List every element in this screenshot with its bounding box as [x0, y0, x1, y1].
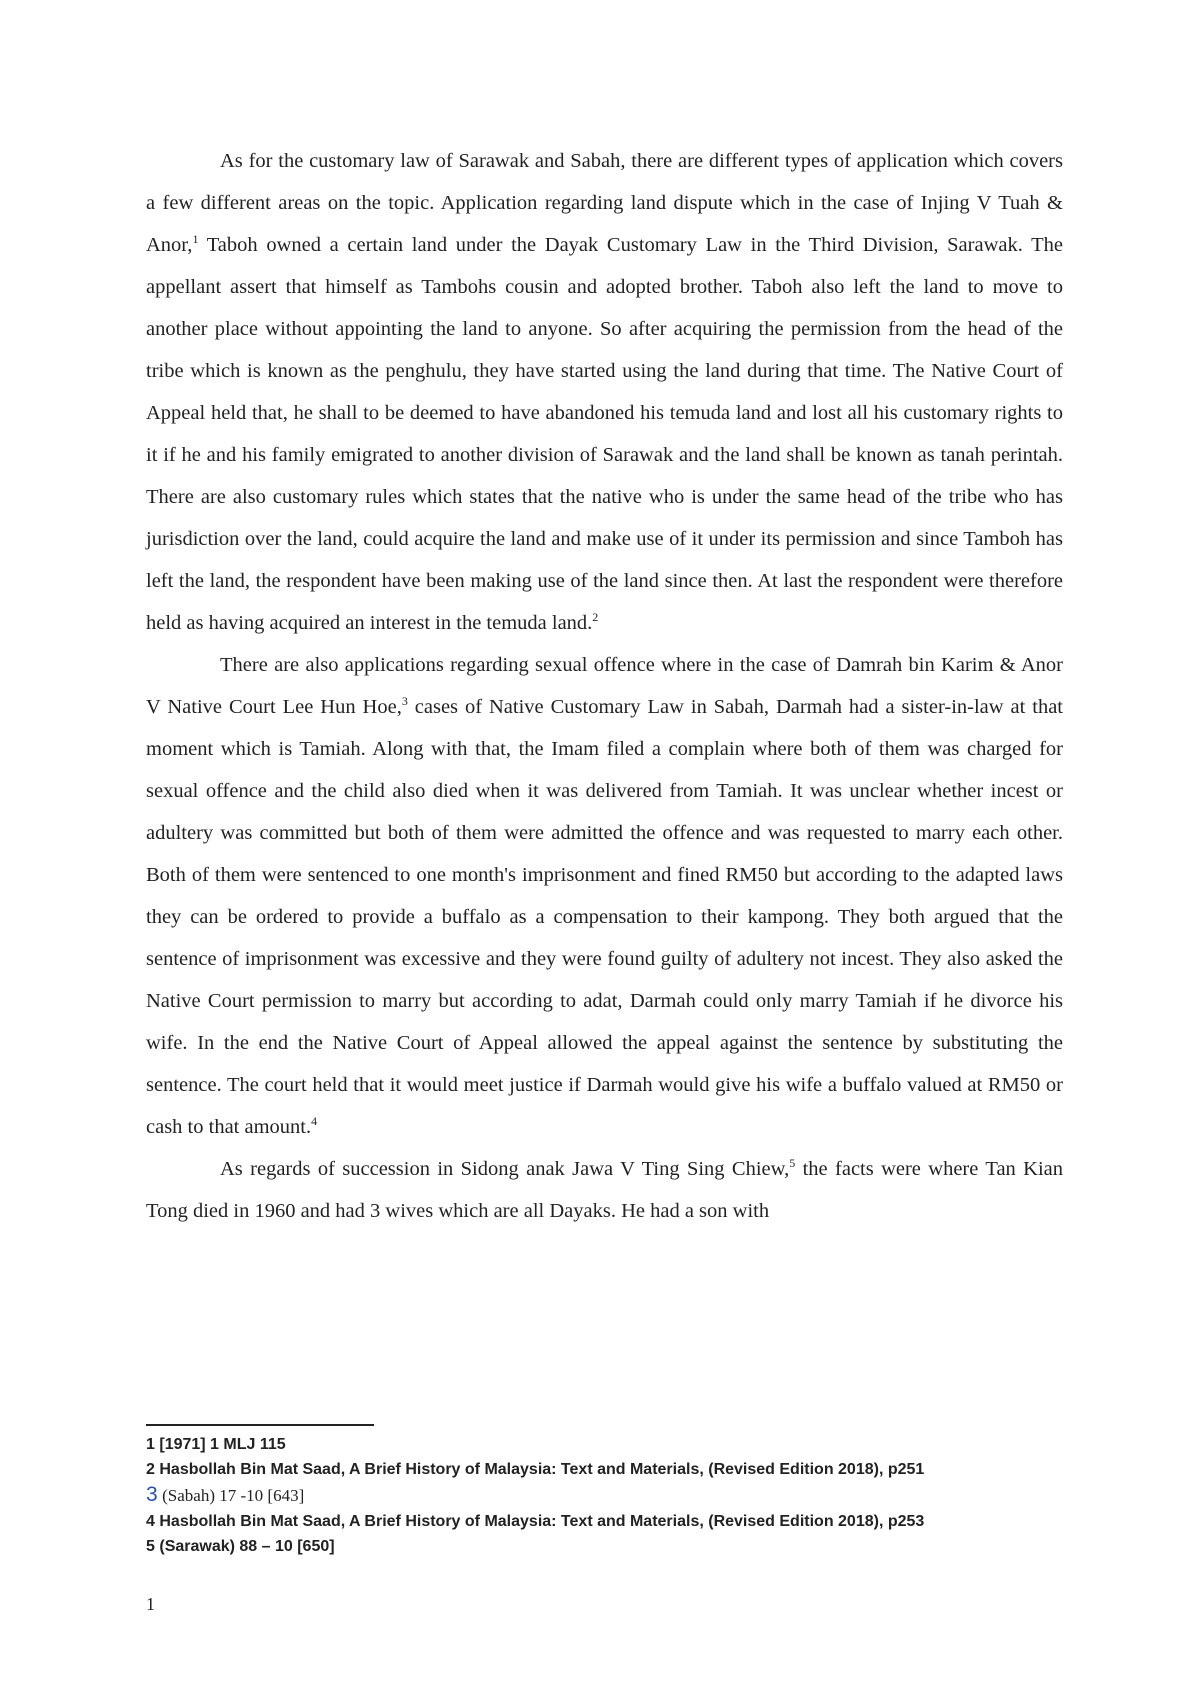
footnote-reference[interactable]: 4 — [311, 1114, 318, 1129]
paragraph-sexual-offence — [146, 644, 1063, 1148]
body-text — [146, 140, 1063, 1232]
paragraph-text: the facts were where Tan Kian Tong died in 1960 and had 3 wives which are all Dayaks. He had a son with — [146, 1158, 1064, 1222]
footnote-text: [1971] 1 MLJ 115 — [159, 1436, 286, 1453]
paragraph-text: There are also applications regarding sexual offence where in the case of Damrah bin Karim & Anor V Native Court Lee Hun Hoe, — [146, 654, 1063, 718]
footnote-4 — [146, 1509, 1063, 1534]
footnote-reference[interactable]: 1 — [192, 232, 199, 247]
footnote-text: (Sabah) 17 -10 [643] — [162, 1486, 305, 1505]
paragraph-succession — [146, 1148, 1063, 1232]
paragraph-text: As for the customary law of Sarawak and Sabah, there are different types of application which covers a few different areas on the topic. Application regarding land dispute which in the case of Injing V Tuah & Anor, — [146, 150, 1063, 256]
footnote-number: 2 — [146, 1461, 155, 1478]
footnote-reference[interactable]: 3 — [401, 694, 408, 709]
footnote-number: 4 — [146, 1513, 155, 1530]
paragraph-text: cases of Native Customary Law in Sabah, Darmah had a sister-in-law at that moment which is Tamiah. Along with that, the Imam filed a complain where both of them was charged for sexual offence and the child also died when it was delivered from Tamiah. It was unclear whether incest or adultery was committed but both of them were admitted the offence and was requested to marry each other. Both of them were sentenced to one month's imprisonment and fined RM50 but according to the adapted laws they can be ordered to provide a buffalo as a compensation to their kampong. They both argued that the sentence of imprisonment was excessive and they were found guilty of adultery not incest. They also asked the Native Court permission to marry but according to adat, Darmah could only marry Tamiah if he divorce his wife. In the end the Native Court of Appeal allowed the appeal against the sentence by substituting the sentence. The court held that it would meet justice if Darmah would give his wife a buffalo valued at RM50 or cash to that amount. — [146, 696, 1064, 1138]
footnote-number: 1 — [146, 1436, 155, 1453]
footnote-reference[interactable]: 2 — [592, 610, 599, 625]
paragraph-text: As regards of succession in Sidong anak Jawa V Ting Sing Chiew, — [220, 1158, 790, 1180]
footnote-separator — [146, 1424, 374, 1426]
footnote-reference[interactable]: 5 — [789, 1156, 796, 1171]
footnote-text: (Sarawak) 88 – 10 [650] — [159, 1538, 335, 1555]
footnote-1 — [146, 1432, 1063, 1457]
page-number: 1 — [146, 1594, 155, 1614]
paragraph-text: Taboh owned a certain land under the Dayak Customary Law in the Third Division, Sarawak. The appellant assert that himself as Tambohs cousin and adopted brother. Taboh also left the land to move to another place without appointing the land to anyone. So after acquiring the permission from the head of the tribe which is known as the penghulu, they have started using the land during that time. The Native Court of Appeal held that, he shall to be deemed to have abandoned his temuda land and lost all his customary rights to it if he and his family emigrated to another division of Sarawak and the land shall be known as tanah perintah. There are also customary rules which states that the native who is under the same head of the tribe who has jurisdiction over the land, could acquire the land and make use of it under its permission and since Tamboh has left the land, the respondent have been making use of the land since then. At last the respondent were therefore held as having acquired an interest in the temuda land. — [146, 234, 1063, 634]
footnote-3 — [146, 1482, 1063, 1509]
footnote-number: 5 — [146, 1538, 155, 1555]
footnote-text: Hasbollah Bin Mat Saad, A Brief History of Malaysia: Text and Materials, (Revised Edition 2018), p253 — [159, 1513, 925, 1530]
footnote-5 — [146, 1534, 1063, 1559]
footnote-2 — [146, 1457, 1063, 1482]
paragraph-land-dispute — [146, 140, 1063, 644]
footnote-text: Hasbollah Bin Mat Saad, A Brief History of Malaysia: Text and Materials, (Revised Edition 2018), p251 — [159, 1461, 925, 1478]
footnotes — [146, 1432, 1063, 1559]
footnote-number: 3 — [146, 1483, 158, 1506]
